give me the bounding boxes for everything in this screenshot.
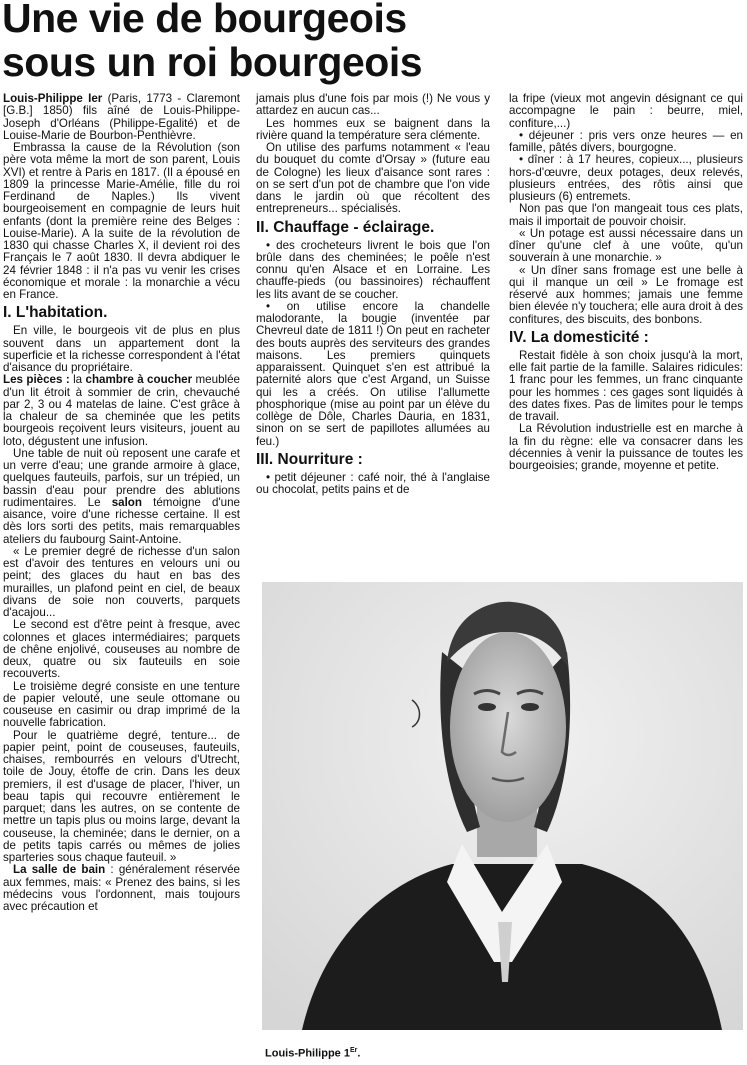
breakfast-continued: la fripe (vieux mot angevin désignant ce qui accompagne le pain : beurre, miel, confiture,...) (509, 92, 743, 130)
cheese-quote: « Un dîner sans fromage est une belle à qui il manque un œil » Le fromage est réservé aux hommes; jamais une femme bien élevée n'y touchera; elle aura droit à des confitures, des biscuits, des bonbons. (509, 263, 743, 326)
portrait-face (450, 632, 566, 822)
caption-superscript: Er (349, 1047, 358, 1054)
potage-quote: « Un potage est aussi nécessaire dans un dîner qu'une clef à une voûte, qu'un souverain à une monarchie. » (509, 226, 743, 265)
intro-text: (Paris, 1773 - Claremont [G.B.] 1850) fils aîné de Louis-Philippe-Joseph d'Orléans (Philippe-Egalité) et de Louise-Marie de Bourbon-Penthièvre. (3, 92, 240, 142)
heating-paragraph: • des crocheteurs livrent le bois que l'on brûle dans des cheminées; le poêle n'est connu qu'en Alsace et en Lorraine. Les chauffe-pieds (ou bassinoires) réchauffent les lits avant de se coucher. (256, 238, 490, 301)
lunch-paragraph: • déjeuner : pris vers onze heures — en famille, pâtés divers, bourgogne. (509, 128, 743, 154)
perfume-paragraph: On utilise des parfums notamment « l'eau du bouquet du comte d'Orsay » (future eau de Cologne) les lieux d'aisance sont rares : on se sert d'un pot de chambre que l'on vide dans le jardin où que récoltent des entrepreneurs... spécialisés. (256, 141, 490, 216)
bain-text: : généralement réservée aux femmes, mais: « Prenez des bains, si les médecins vous l'ordonnent, mais toujours avec précaution et (3, 863, 241, 913)
bain-label: La salle de bain (13, 863, 106, 877)
domestic-paragraph: Restait fidèle à son choix jusqu'à la mort, elle fait partie de la famille. Salaires ridicules: 1 franc pour les femmes, un franc cinquante pour les hommes : ces gages sont liquidés à des dates fixes. Pas de limites pour le temps de travail. (509, 348, 743, 423)
column-2 (256, 93, 490, 496)
dinner-paragraph: • dîner : à 17 heures, copieux..., plusieurs hors-d'œuvre, deux potages, deux relevés, plusieurs entrées, des rôtis ainsi que plusieurs (6) entremets. (509, 153, 743, 203)
title-line-2: sous un roi bourgeois (2, 39, 423, 85)
pieces-paragraph (3, 374, 240, 448)
intro-paragraph (3, 93, 240, 142)
article-title (2, 0, 422, 84)
bath-continued: jamais plus d'une fois par mois (!) Ne vous y attardez en aucun cas... (256, 92, 490, 118)
pieces-label: Les pièces : (3, 373, 70, 387)
pieces-text-1: la (69, 373, 86, 387)
furniture-text: Une table de nuit où reposent une carafe et un verre d'eau; une grande armoire à glace, quelques fauteuils, parfois, sur un trépied, un bassin d'eau pour prendre des ablutions rudimentaires. Le (3, 446, 240, 509)
portrait-illustration (262, 582, 743, 1030)
salon-label: salon (111, 495, 142, 509)
salon-degree-4: Pour le quatrième degré, tenture... de papier peint, point de couseuses, fauteuils, chaises, rembourrés en velours d'Utrecht, toile de Jouy, étoffe de crin. Dans les deux premiers, il est d'usage de placer, l'hiver, un beau tapis qui recouvre entièrement le parquet; dans les autres, on se contente de mettre un tapis plus ou moins large, devant la couseuse, la cheminée; dans le dernier, on a de petits tapis carrés ou mêmes de jolies sparteries sous chaque fauteuil. » (3, 728, 240, 864)
portrait-photo (262, 582, 743, 1030)
heading-domesticite: IV. La domesticité : (509, 328, 649, 346)
title-line-1: Une vie de bourgeois (2, 0, 407, 41)
salon-degree-2: Le second est d'être peint à fresque, avec colonnes et glaces intermédiaires; parquets de chêne enjolivé, couseuses au nombre de deux, quatre ou six fauteuils en soie recouverts. (3, 618, 240, 681)
revolution-paragraph: La Révolution industrielle est en marche à la fin du règne: elle va consacrer dans les décennies à venir la puissance de toutes les bourgeoisies; grande, moyenne et petite. (509, 422, 743, 472)
breakfast-paragraph: • petit déjeuner : café noir, thé à l'anglaise ou chocolat, petits pains et de (256, 470, 490, 496)
salon-degree-1: « Le premier degré de richesse d'un salon est d'avoir des tentures en velours uni ou peint; des glaces du haut en bas des murailles, un plafond peint en ciel, de beaux divans de soie non couverts, parquets d'acajou... (3, 544, 240, 619)
lighting-paragraph: • on utilise encore la chandelle malodorante, la bougie (inventée par Chevreul date de 1811 !) On peut en racheter des bouts auprès des serviteurs des grandes maisons. Les premiers quinquets apparaissent. Quinquet s'en est attribué la paternité alors que c'est Argand, un Suisse qui les a créés. On utilise l'allumette phosphorique (mise au point par un élève du collège de Dôle, Charles Dauria, en 1831, sinon on se sert de papillotes allumées au feu.) (256, 299, 490, 448)
chambre-label: chambre à coucher (85, 373, 193, 387)
bathroom-paragraph (3, 864, 240, 913)
pieces-text-2: meublée d'un lit étroit à sommier de crin, chevauché par 2, 3 ou 4 matelas de laine. C'est grâce à la chaleur de sa cheminée que les petits bourgeois reçoivent leurs visiteurs, jouent au loto, dégustent une infusion. (3, 373, 240, 448)
caption-end: . (357, 1047, 361, 1060)
portrait-caption (265, 1044, 360, 1061)
salon-degree-3: Le troisième degré consiste en une tenture de papier velouté, une seule ottomane ou couseuse en casimir ou drap imprimé de la nouvelle fabrication. (3, 679, 240, 730)
heading-nourriture: III. Nourriture : (256, 450, 363, 468)
salon-text: témoigne d'une aisance, voire d'une richesse certaine. Il est dès lors sorti des petits, mais remarquables ateliers du faubourg Saint-Antoine. (3, 495, 240, 546)
biography-paragraph: Embrassa la cause de la Révolution (son père vota même la mort de son parent, Louis XVI) et rentre à Paris en 1817. (Il a épousé en 1809 la princesse Marie-Amélie, fille du roi Ferdinand de Naples.) Ils vivent bourgeoisement en compagnie de leurs huit enfants (dont la première reine des Belges : Louise-Marie). A la suite de la révolution de 1830 qui chasse Charles X, il devient roi des Français le 7 août 1830. Il devra abdiquer le 24 février 1848 : il n'a pas vu venir les crises économique et morale : la monarchie a vécu en France. (3, 141, 240, 301)
men-bath-paragraph: Les hommes eux se baignent dans la rivière quand la température sera clémente. (256, 116, 490, 142)
intro-name: Louis-Philippe Ier (3, 92, 103, 105)
heading-chauffage: II. Chauffage - éclairage. (256, 218, 435, 236)
heading-habitation: I. L'habitation. (3, 304, 108, 322)
choice-paragraph: Non pas que l'on mangeait tous ces plats, mais il importait de pouvoir choisir. (509, 202, 743, 228)
column-1 (3, 93, 240, 913)
furniture-paragraph (3, 448, 240, 546)
habitation-intro: En ville, le bourgeois vit de plus en plus souvent dans un appartement dont la superficie et la richesse correspondent à l'état d'aisance du propriétaire. (3, 324, 240, 374)
caption-text: Louis-Philippe 1 (265, 1047, 350, 1060)
column-3 (509, 93, 743, 472)
